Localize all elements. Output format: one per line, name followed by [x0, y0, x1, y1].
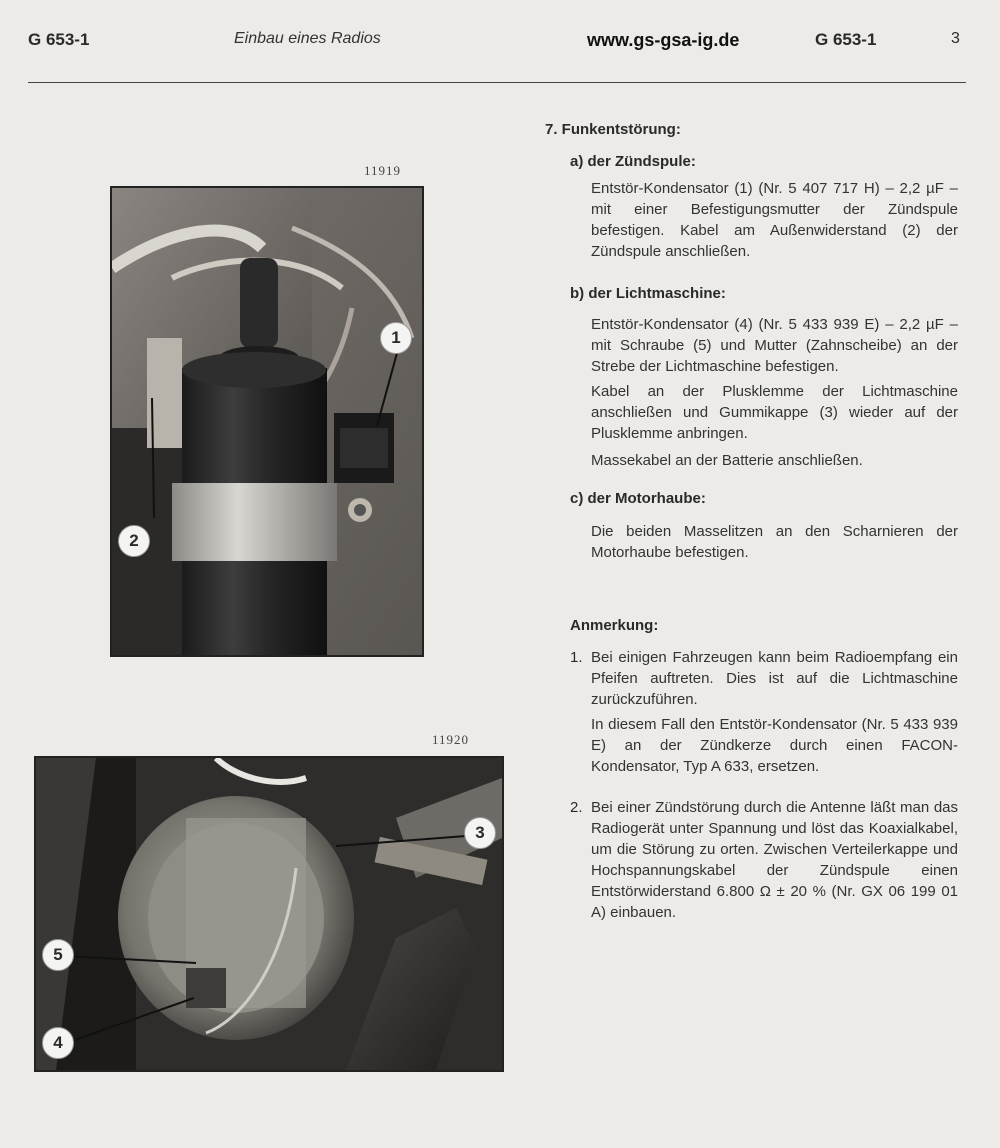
paragraph-a-1: Entstör-Kondensator (1) (Nr. 5 407 717 H) – 2,2 µF – mit einer Befestigungsmutter der Zündspule befestigen. Kabel am Außenwiderstand (2) der Zündspule anschließen.: [591, 180, 958, 260]
doc-code-left: G 653-1: [28, 30, 90, 49]
subsection-title-a: a) der Zündspule:: [570, 153, 696, 170]
note-item-1-paragraph-2: In diesem Fall den Entstör-Kondensator (Nr. 5 433 939 E) an der Zündkerze durch einen FACON-Kondensator, Typ A 633, ersetzen.: [591, 716, 958, 775]
callout-5: 5: [42, 939, 74, 971]
callout-3: 3: [464, 817, 496, 849]
subsection-title-b: b) der Lichtmaschine:: [570, 285, 726, 302]
photo-ignition-coil: [110, 186, 424, 657]
callout-1: 1: [380, 322, 412, 354]
callout-4: 4: [42, 1027, 74, 1059]
note-item-number-2: 2.: [570, 799, 583, 816]
subsection-title-c: c) der Motorhaube:: [570, 490, 706, 507]
header-divider: [28, 82, 966, 83]
paragraph-b-3: Massekabel an der Batterie anschließen.: [591, 452, 863, 469]
note-item-2-paragraph-1: Bei einer Zündstörung durch die Antenne läßt man das Radiogerät unter Spannung und löst das Koaxialkabel, um die Störung zu orten. Zwischen Verteilerkappe und Hochspannungskabel der Zündspule einen Entstörwiderstand 6.800 Ω ± 20 % (Nr. GX 06 199 01 A) einbauen.: [591, 799, 958, 921]
figure-number-1: 11919: [364, 163, 402, 178]
note-item-number-1: 1.: [570, 649, 583, 666]
website-url: www.gs-gsa-ig.de: [587, 30, 740, 50]
note-item-1-paragraph-1: Bei einigen Fahrzeugen kann beim Radioempfang ein Pfeifen auftreten. Dies ist auf die Lichtmaschine zurückzuführen.: [591, 649, 958, 708]
page-title: Einbau eines Radios: [234, 30, 381, 47]
paragraph-c-1: Die beiden Masselitzen an den Scharnieren der Motorhaube befestigen.: [591, 523, 958, 561]
page-number: 3: [951, 30, 960, 47]
paragraph-b-1: Entstör-Kondensator (4) (Nr. 5 433 939 E) – 2,2 µF – mit Schraube (5) und Mutter (Zahnscheibe) an der Strebe der Lichtmaschine befestigen.: [591, 316, 958, 375]
paragraph-b-2: Kabel an der Plusklemme der Lichtmaschine anschließen und Gummikappe (3) wieder auf der Plusklemme anbringen.: [591, 383, 958, 442]
photo-alternator: [34, 756, 504, 1072]
callout-2: 2: [118, 525, 150, 557]
section-heading: 7. Funkentstörung:: [545, 121, 681, 138]
doc-code-right: G 653-1: [815, 30, 877, 49]
figure-number-2: 11920: [432, 732, 470, 747]
note-heading: Anmerkung:: [570, 617, 659, 634]
